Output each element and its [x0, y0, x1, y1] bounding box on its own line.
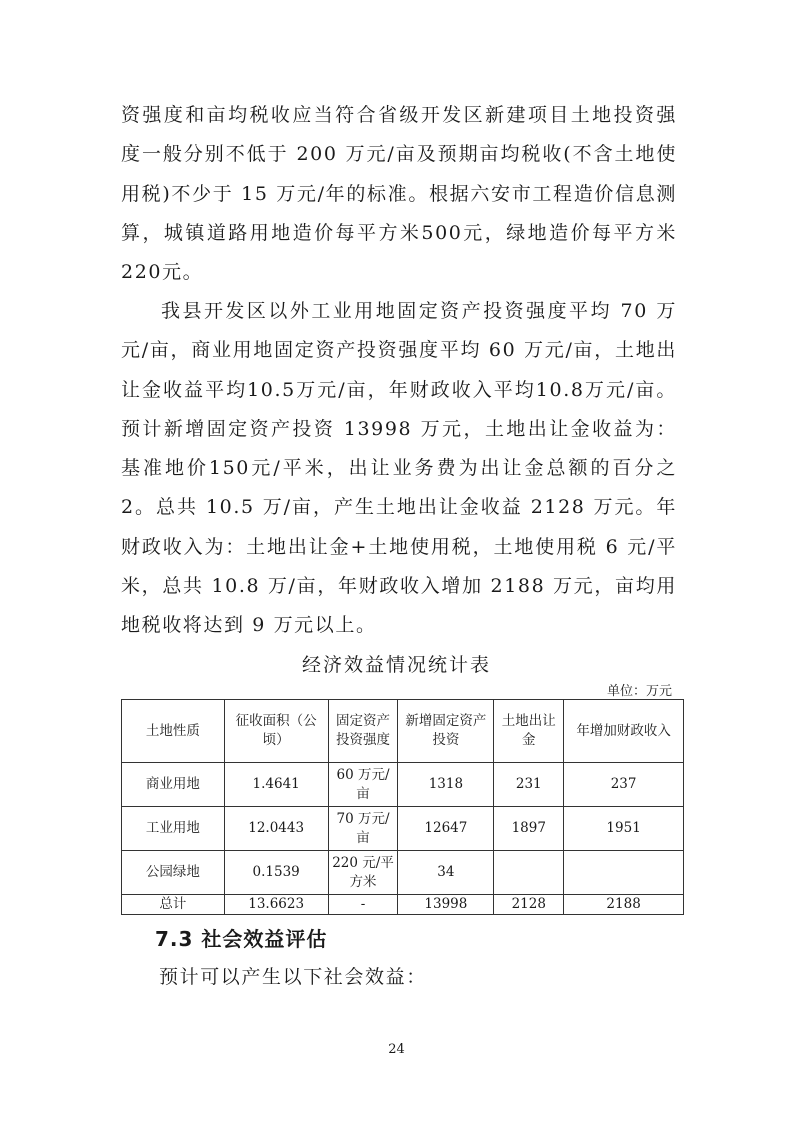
table-cell: 商业用地	[122, 763, 225, 807]
header-cell: 年增加财政收入	[564, 700, 684, 763]
table-cell: 2188	[564, 895, 684, 915]
table-cell: 1.4641	[224, 763, 328, 807]
header-cell: 固定资产投资强度	[328, 700, 398, 763]
table-cell: 231	[494, 763, 564, 807]
table-cell: 13.6623	[224, 895, 328, 915]
paragraph-investment-standard: 资强度和亩均税收应当符合省级开发区新建项目土地投资强度一般分别不低于 200 万元/亩及预期亩均税收(不含土地使用税)不少于 15 万元/年的标准。根据六安市工程造价信息测算，城镇道路用地造价每平方米500元，绿地造价每平方米220元。	[121, 104, 677, 284]
table-row	[122, 851, 684, 895]
table-cell: 1951	[564, 807, 684, 851]
table-cell: 13998	[398, 895, 494, 915]
table-cell: 237	[564, 763, 684, 807]
table-cell: 12.0443	[224, 807, 328, 851]
table-cell: 34	[398, 851, 494, 895]
header-cell: 土地出让金	[494, 700, 564, 763]
table-title: 经济效益情况统计表	[301, 654, 491, 676]
table-cell: 0.1539	[224, 851, 328, 895]
table-cell	[494, 851, 564, 895]
table-cell: 工业用地	[122, 807, 225, 851]
table-row	[122, 807, 684, 851]
table-cell: 70 万元/亩	[328, 807, 398, 851]
table-cell: 公园绿地	[122, 851, 225, 895]
section-heading: 7.3 社会效益评估	[155, 927, 328, 951]
table-cell: 60 万元/亩	[328, 763, 398, 807]
table-cell: 12647	[398, 807, 494, 851]
header-cell: 土地性质	[122, 700, 225, 763]
table-unit: 单位：万元	[606, 684, 672, 699]
table-header-row	[122, 700, 684, 763]
table-cell	[564, 851, 684, 895]
table-cell: 总计	[122, 895, 225, 915]
page-number: 24	[388, 1042, 405, 1057]
table-row	[122, 763, 684, 807]
table-cell: 1897	[494, 807, 564, 851]
section-intro: 预计可以产生以下社会效益：	[159, 966, 427, 988]
economic-benefit-table	[121, 699, 684, 915]
header-cell: 征收面积（公顷）	[224, 700, 328, 763]
table-cell: 220 元/平方米	[328, 851, 398, 895]
table-cell: -	[328, 895, 398, 915]
table-cell: 1318	[398, 763, 494, 807]
table-total-row	[122, 895, 684, 915]
header-cell: 新增固定资产投资	[398, 700, 494, 763]
table-cell: 2128	[494, 895, 564, 915]
paragraph-revenue-estimate: 我县开发区以外工业用地固定资产投资强度平均 70 万元/亩，商业用地固定资产投资强度平均 60 万元/亩，土地出让金收益平均10.5万元/亩，年财政收入平均10.8万元/亩。预计新增固定资产投资 13998 万元，土地出让金收益为：基准地价150元/平米，出让业务费为出让金总额的百分之2。总共 10.5 万/亩，产生土地出让金收益 2128 万元。年财政收入为：土地出让金+土地使用税，土地使用税 6 元/平米，总共 10.8 万/亩，年财政收入增加 2188 万元，亩均用地税收将达到 9 万元以上。	[121, 300, 677, 637]
